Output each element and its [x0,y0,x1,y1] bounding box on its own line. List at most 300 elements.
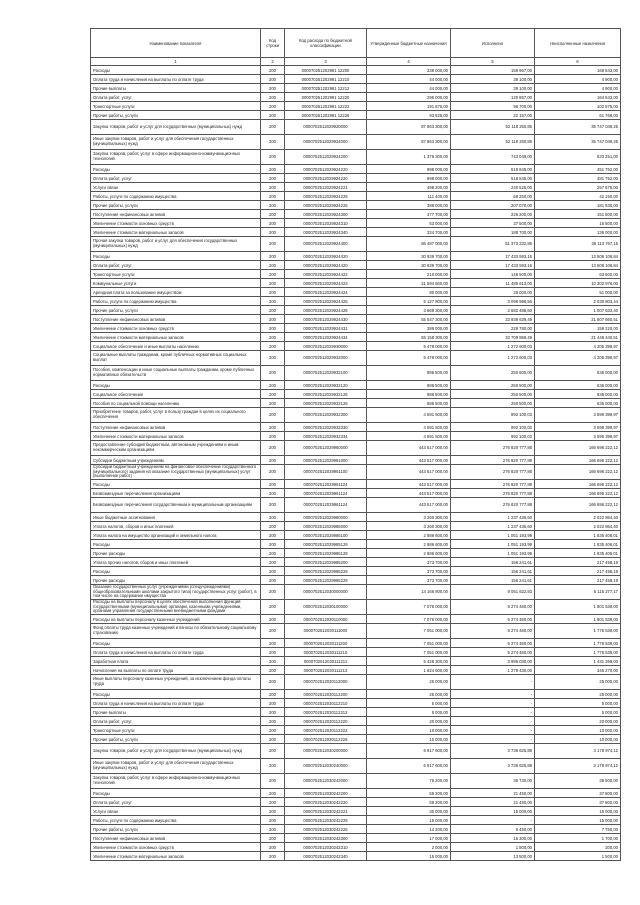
row-classification-code-cell: 0000702512029961124 [285,480,367,489]
table-row [91,93,621,102]
row-approved-cell: 443 517 000,00 [367,489,451,498]
row-unexecuted-cell: 1 801 539,00 [535,600,621,615]
row-approved-cell: 886 500,00 [367,366,451,381]
row-unexecuted-cell: 35 747 049,25 [535,120,621,135]
row-line-code-cell: 200 [261,759,285,774]
row-executed-cell: 1 051 193,99 [451,531,535,540]
row-approved-cell: 25 000,00 [367,675,451,690]
row-line-code-cell: 200 [261,183,285,192]
table-row [91,615,621,624]
row-executed-cell: - [451,726,535,735]
row-name-cell: Пособия, компенсации и иные социальные выплаты гражданам, кроме публичных нормативных обязательств [91,366,261,381]
row-approved-cell: 53 000,00 [367,219,451,228]
table-row [91,498,621,513]
row-classification-code-cell: 0000702512029930000 [285,342,367,351]
row-name-cell: Оплата труда и начисления на выплаты по оплате труда [91,699,261,708]
row-line-code-cell: 200 [261,174,285,183]
table-row [91,408,621,423]
table-row [91,600,621,615]
row-approved-cell: 4 591 500,00 [367,408,451,423]
row-executed-cell: 17 433 593,16 [451,261,535,270]
row-name-cell: Расходы [91,165,261,174]
row-line-code-cell: 200 [261,576,285,585]
table-row [91,150,621,165]
row-approved-cell: 443 517 000,00 [367,441,451,456]
row-unexecuted-cell: 3 599 399,97 [535,432,621,441]
row-name-cell: Прочие выплаты [91,708,261,717]
row-line-code-cell: 200 [261,288,285,297]
row-name-cell: Поступление нефинансовых активов [91,315,261,324]
row-classification-code-cell: 0000702512029985000 [285,522,367,531]
row-line-code-cell: 200 [261,699,285,708]
row-line-code-cell: 200 [261,270,285,279]
row-executed-cell: 3 736 625,88 [451,759,535,774]
row-line-code-cell: 200 [261,441,285,456]
table-row [91,183,621,192]
row-approved-cell: 5 478 000,00 [367,351,451,366]
row-name-cell: Работы, услуги по содержанию имущества [91,192,261,201]
row-name-cell: Увеличение стоимости основных средств [91,219,261,228]
row-executed-cell: 15 000,00 [451,807,535,816]
row-name-cell: Работы, услуги по содержанию имущества [91,297,261,306]
row-line-code-cell: 200 [261,135,285,150]
row-name-cell: Коммунальные услуги [91,279,261,288]
row-classification-code-cell: 0000702512029932000 [285,351,367,366]
row-unexecuted-cell: 166 696 222,12 [535,456,621,465]
row-approved-cell: 443 517 000,00 [367,480,451,489]
row-unexecuted-cell: 10 000,00 [535,735,621,744]
row-executed-cell: 276 820 777,88 [451,465,535,480]
row-unexecuted-cell: 164 643,00 [535,93,621,102]
row-line-code-cell: 200 [261,717,285,726]
table-row [91,381,621,390]
budget-execution-table [90,28,621,861]
table-row [91,666,621,675]
row-unexecuted-cell: 7 750,00 [535,825,621,834]
row-approved-cell: 191 875,00 [367,102,451,111]
row-approved-cell: 5 478 000,00 [367,342,451,351]
row-unexecuted-cell: 181 930,00 [535,201,621,210]
table-row [91,297,621,306]
row-classification-code-cell: 0000702512030111213 [285,666,367,675]
row-approved-cell: 389 000,00 [367,201,451,210]
row-executed-cell: 250 500,00 [451,399,535,408]
row-approved-cell: 373 700,00 [367,576,451,585]
row-executed-cell: 1 051 193,99 [451,549,535,558]
row-classification-code-cell: 0000702512029932334 [285,432,367,441]
row-approved-cell: 44 000,00 [367,84,451,93]
row-classification-code-cell: 000070251202991 12200 [285,66,367,75]
row-unexecuted-cell: 15 500,00 [535,219,621,228]
row-classification-code-cell: 0000702512029960000 [285,441,367,456]
table-row [91,480,621,489]
table-row [91,774,621,789]
row-line-code-cell: 200 [261,324,285,333]
row-executed-cell: 5 274 460,00 [451,648,535,657]
row-line-code-cell: 200 [261,381,285,390]
row-name-cell: Увеличение стоимости основных средств [91,324,261,333]
row-approved-cell: 111 400,00 [367,192,451,201]
row-unexecuted-cell: 217 458,19 [535,558,621,567]
row-executed-cell: - [451,690,535,699]
row-classification-code-cell: 0000702512030112222 [285,726,367,735]
row-line-code-cell: 200 [261,342,285,351]
row-executed-cell: 22 157,00 [451,111,535,120]
row-approved-cell: 21 594 600,00 [367,279,451,288]
row-classification-code-cell: 0000702512030111000 [285,624,367,639]
row-executed-cell: 5 274 460,00 [451,639,535,648]
row-executed-cell: 29 000,00 [451,288,535,297]
row-name-cell: Уплата налога на имущество организаций и земельного налога [91,531,261,540]
row-name-cell: Оплата работ, услуг [91,174,261,183]
row-classification-code-cell: 0000702512030112212 [285,708,367,717]
row-line-code-cell: 200 [261,639,285,648]
row-line-code-cell: 200 [261,333,285,342]
row-unexecuted-cell: 633 251,00 [535,150,621,165]
row-line-code-cell: 200 [261,297,285,306]
row-approved-cell: 55 158 300,00 [367,333,451,342]
row-name-cell: Социальное обеспечение [91,390,261,399]
row-approved-cell: 44 000,00 [367,75,451,84]
row-classification-code-cell: 0000702512029961100 [285,465,367,480]
row-executed-cell: 37 500,00 [451,219,535,228]
row-executed-cell: - [451,717,535,726]
row-executed-cell: 52 118 250,85 [451,135,535,150]
table-row [91,324,621,333]
table-row [91,708,621,717]
row-unexecuted-cell: 42 150,00 [535,192,621,201]
row-executed-cell: 5 274 460,00 [451,600,535,615]
row-classification-code-cell: 0000702512029924220 [285,165,367,174]
table-row [91,270,621,279]
row-executed-cell: 240 525,00 [451,183,535,192]
row-approved-cell: 2 886 600,00 [367,531,451,540]
table-row [91,699,621,708]
row-approved-cell: 15 000,00 [367,816,451,825]
row-unexecuted-cell: 2 022 864,40 [535,522,621,531]
row-executed-cell: 6 450,00 [451,825,535,834]
row-approved-cell: 295 000,00 [367,93,451,102]
row-approved-cell: 339 000,00 [367,66,451,75]
row-line-code-cell: 200 [261,648,285,657]
header-executed: Исполнено [451,29,535,58]
row-classification-code-cell: 0000702512029932126 [285,399,367,408]
row-name-cell: Уплата прочих налогов, сборов и иных платежей [91,558,261,567]
row-executed-cell: 51 373 232,85 [451,237,535,252]
row-name-cell: Транспортные услуги [91,270,261,279]
row-line-code-cell: 200 [261,513,285,522]
row-name-cell: Расходы [91,540,261,549]
row-line-code-cell: 200 [261,657,285,666]
table-row [91,648,621,657]
row-executed-cell: 98 700,00 [451,102,535,111]
row-name-cell: Прочие выплаты [91,84,261,93]
row-name-cell: Субсидии бюджетным учреждениям [91,456,261,465]
row-executed-cell: 39 100,00 [451,75,535,84]
row-line-code-cell: 200 [261,540,285,549]
row-approved-cell: 389 000,00 [367,324,451,333]
row-classification-code-cell: 0000702512029924400 [285,237,367,252]
row-executed-cell: 21 450,00 [451,789,535,798]
row-classification-code-cell: 0000702512029985100 [285,531,367,540]
row-executed-cell: 120 857,00 [451,93,535,102]
row-approved-cell: 59 200,00 [367,798,451,807]
row-executed-cell: 226 200,00 [451,210,535,219]
row-executed-cell: - [451,708,535,717]
row-name-cell: Расходы [91,789,261,798]
row-executed-cell: 33 939 639,49 [451,315,535,324]
row-unexecuted-cell: 636 000,00 [535,390,621,399]
row-approved-cell: 25 000,00 [367,690,451,699]
row-name-cell: Арендная плата за пользование имуществом [91,288,261,297]
row-name-cell: Увеличение стоимости основных средств [91,843,261,852]
row-name-cell: Предоставление субсидий бюджетным, автономным учреждениям и иным некоммерческим организациям [91,441,261,456]
row-classification-code-cell: 0000702512029924422 [285,270,367,279]
row-approved-cell: 3 669 300,00 [367,306,451,315]
row-executed-cell: 276 820 777,88 [451,441,535,456]
row-approved-cell: 3 260 300,00 [367,513,451,522]
row-line-code-cell: 200 [261,666,285,675]
row-executed-cell: 1 272 600,03 [451,351,535,366]
row-unexecuted-cell: 1 700,00 [535,834,621,843]
row-line-code-cell: 200 [261,150,285,165]
row-executed-cell: 207 070,00 [451,201,535,210]
row-approved-cell: 998 000,00 [367,165,451,174]
row-name-cell: Иные закупки товаров, работ и услуг для обеспечения государственных (муниципальных) нужд [91,135,261,150]
row-classification-code-cell: 0000702512029924340 [285,228,367,237]
row-line-code-cell: 200 [261,774,285,789]
row-executed-cell: 1 237 436,60 [451,513,535,522]
row-executed-cell: 1 800,00 [451,843,535,852]
table-row [91,465,621,480]
row-unexecuted-cell: 1 776 539,00 [535,624,621,639]
row-line-code-cell: 200 [261,84,285,93]
row-unexecuted-cell: 166 696 222,12 [535,480,621,489]
row-name-cell: Социальное обеспечение и иные выплаты населению [91,342,261,351]
row-executed-cell: - [451,816,535,825]
row-name-cell: Оплата труда и начисления на выплаты по оплате труда [91,75,261,84]
row-line-code-cell: 200 [261,456,285,465]
column-number-row [91,58,621,66]
row-name-cell: Прочие расходы [91,576,261,585]
row-classification-code-cell: 0000702512030112220 [285,717,367,726]
row-name-cell: Увеличение стоимости материальных запасов [91,852,261,861]
row-name-cell: Работы, услуги по содержанию имущества [91,816,261,825]
row-classification-code-cell: 0000702512029924225 [285,192,367,201]
row-classification-code-cell: 0000702512029924310 [285,219,367,228]
row-name-cell: Прочие работы, услуги [91,201,261,210]
row-name-cell: Оказание государственных услуг (учреждениями (спецучреждениями) общеобразовательными школами закрытого типа) государственных услуг (работ), в том числе на содержание имущества [91,585,261,600]
row-executed-cell: 39 100,00 [451,84,535,93]
row-name-cell: Безвозмездные перечисления организациям [91,489,261,498]
table-row [91,192,621,201]
row-executed-cell: 250 500,00 [451,381,535,390]
row-name-cell: Оплата работ, услуг [91,261,261,270]
table-row [91,735,621,744]
row-classification-code-cell: 0000702512030111211 [285,657,367,666]
row-approved-cell: 17 000,00 [367,834,451,843]
row-line-code-cell: 200 [261,315,285,324]
row-unexecuted-cell: 10 000,00 [535,726,621,735]
budget-report-sheet [90,28,620,861]
row-executed-cell: 9 051 622,83 [451,585,535,600]
row-approved-cell: 93 925,00 [367,111,451,120]
row-classification-code-cell: 0000702512029932120 [285,381,367,390]
row-line-code-cell: 200 [261,93,285,102]
row-approved-cell: 7 051 000,00 [367,639,451,648]
table-row [91,333,621,342]
row-line-code-cell: 200 [261,744,285,759]
row-approved-cell: 5 127 800,00 [367,297,451,306]
table-row [91,576,621,585]
row-executed-cell: 250 600,00 [451,366,535,381]
row-line-code-cell: 200 [261,522,285,531]
row-unexecuted-cell: 2 030 803,44 [535,297,621,306]
row-unexecuted-cell: 636 000,00 [535,366,621,381]
row-line-code-cell: 200 [261,549,285,558]
row-line-code-cell: 200 [261,366,285,381]
row-classification-code-cell: 0000702512030111200 [285,639,367,648]
row-executed-cell: 250 500,00 [451,390,535,399]
row-line-code-cell: 200 [261,675,285,690]
row-line-code-cell: 200 [261,75,285,84]
row-approved-cell: 30 939 700,00 [367,261,451,270]
row-approved-cell: 76 200,00 [367,774,451,789]
row-line-code-cell: 200 [261,843,285,852]
row-approved-cell: 5 000,00 [367,699,451,708]
row-line-code-cell: 200 [261,690,285,699]
table-row [91,135,621,150]
row-classification-code-cell: 0000702512030112000 [285,675,367,690]
row-approved-cell: 10 000,00 [367,735,451,744]
row-unexecuted-cell: 1 500,00 [535,852,621,861]
row-name-cell: Увеличение стоимости материальных запасов [91,333,261,342]
table-row [91,351,621,366]
row-approved-cell: 324 700,00 [367,228,451,237]
column-number: 2 [261,58,285,66]
row-approved-cell: 886 500,00 [367,390,451,399]
table-row [91,807,621,816]
table-row [91,456,621,465]
table-row [91,540,621,549]
row-classification-code-cell: 0000702512029924220 [285,174,367,183]
table-row [91,585,621,600]
row-unexecuted-cell: 20 000,00 [535,717,621,726]
row-executed-cell: 276 820 777,88 [451,489,535,498]
row-classification-code-cell: 000070251202991 12222 [285,102,367,111]
row-name-cell: Услуги связи [91,807,261,816]
table-row [91,798,621,807]
row-name-cell: Уплата налогов, сборов и иных платежей [91,522,261,531]
table-row [91,531,621,540]
row-line-code-cell: 200 [261,432,285,441]
row-executed-cell: 518 845,00 [451,165,535,174]
table-row [91,834,621,843]
row-classification-code-cell: 0000702512030242226 [285,825,367,834]
table-row [91,288,621,297]
row-unexecuted-cell: 1 835 406,01 [535,540,621,549]
row-unexecuted-cell: 636 000,00 [535,381,621,390]
row-classification-code-cell: 0000702512029932100 [285,366,367,381]
row-line-code-cell: 200 [261,219,285,228]
row-name-cell: Оплата труда и начисления на выплаты по оплате труда [91,648,261,657]
table-row [91,366,621,381]
row-name-cell: Прочие работы, услуги [91,735,261,744]
row-approved-cell: 4 591 500,00 [367,423,451,432]
row-line-code-cell: 200 [261,531,285,540]
row-classification-code-cell: 0000702512029924420 [285,252,367,261]
row-unexecuted-cell: 1 776 539,00 [535,639,621,648]
row-unexecuted-cell: 136 000,00 [535,228,621,237]
table-row [91,639,621,648]
row-line-code-cell: 200 [261,480,285,489]
row-unexecuted-cell: 51 000,00 [535,288,621,297]
row-approved-cell: 86 487 000,00 [367,237,451,252]
row-name-cell: Транспортные услуги [91,102,261,111]
row-unexecuted-cell: 1 007 633,40 [535,306,621,315]
row-name-cell: Оплата работ, услуг [91,717,261,726]
column-number: 4 [367,58,451,66]
row-classification-code-cell: 0000702512030242220 [285,798,367,807]
row-executed-cell: 229 780,00 [451,324,535,333]
row-executed-cell: 156 241,61 [451,576,535,585]
row-name-cell: Прочие работы, услуги [91,111,261,120]
row-unexecuted-cell: 13 506 106,84 [535,252,621,261]
row-unexecuted-cell: 15 000,00 [535,807,621,816]
row-executed-cell: 156 241,61 [451,567,535,576]
row-name-cell: Социальные выплаты гражданам, кроме публичных нормативных социальных выплат [91,351,261,366]
row-executed-cell: 992 100,03 [451,423,535,432]
row-classification-code-cell: 0000702512030242000 [285,774,367,789]
row-name-cell: Оплата работ, услуг [91,93,261,102]
table-row [91,789,621,798]
row-approved-cell: 15 000,00 [367,852,451,861]
row-line-code-cell: 200 [261,423,285,432]
row-line-code-cell: 200 [261,600,285,615]
table-row [91,624,621,639]
row-approved-cell: 2 886 600,00 [367,540,451,549]
row-executed-cell: 69 250,00 [451,192,535,201]
row-executed-cell: 15 300,00 [451,834,535,843]
row-name-cell: Иные бюджетные ассигнования [91,513,261,522]
row-approved-cell: 14 200,00 [367,825,451,834]
table-row [91,843,621,852]
row-approved-cell: 886 500,00 [367,399,451,408]
row-name-cell: Оплата работ, услуг [91,798,261,807]
row-line-code-cell: 200 [261,237,285,252]
table-row [91,306,621,315]
row-unexecuted-cell: 39 500,00 [535,774,621,789]
row-classification-code-cell: 0000702512030112226 [285,735,367,744]
row-classification-code-cell: 000070251202991 12212 [285,84,367,93]
row-line-code-cell: 200 [261,306,285,315]
row-name-cell: Расходы [91,381,261,390]
row-name-cell: Прочие расходы [91,549,261,558]
row-name-cell: Расходы [91,480,261,489]
row-unexecuted-cell: 63 500,00 [535,270,621,279]
row-line-code-cell: 200 [261,465,285,480]
row-classification-code-cell: 0000702512030000000 [285,585,367,600]
row-name-cell: Расходы [91,252,261,261]
row-name-cell: Услуги связи [91,183,261,192]
row-unexecuted-cell: 1 776 539,00 [535,648,621,657]
table-row [91,549,621,558]
table-row [91,816,621,825]
table-row [91,513,621,522]
table-row [91,66,621,75]
row-line-code-cell: 200 [261,489,285,498]
column-number: 3 [285,58,367,66]
